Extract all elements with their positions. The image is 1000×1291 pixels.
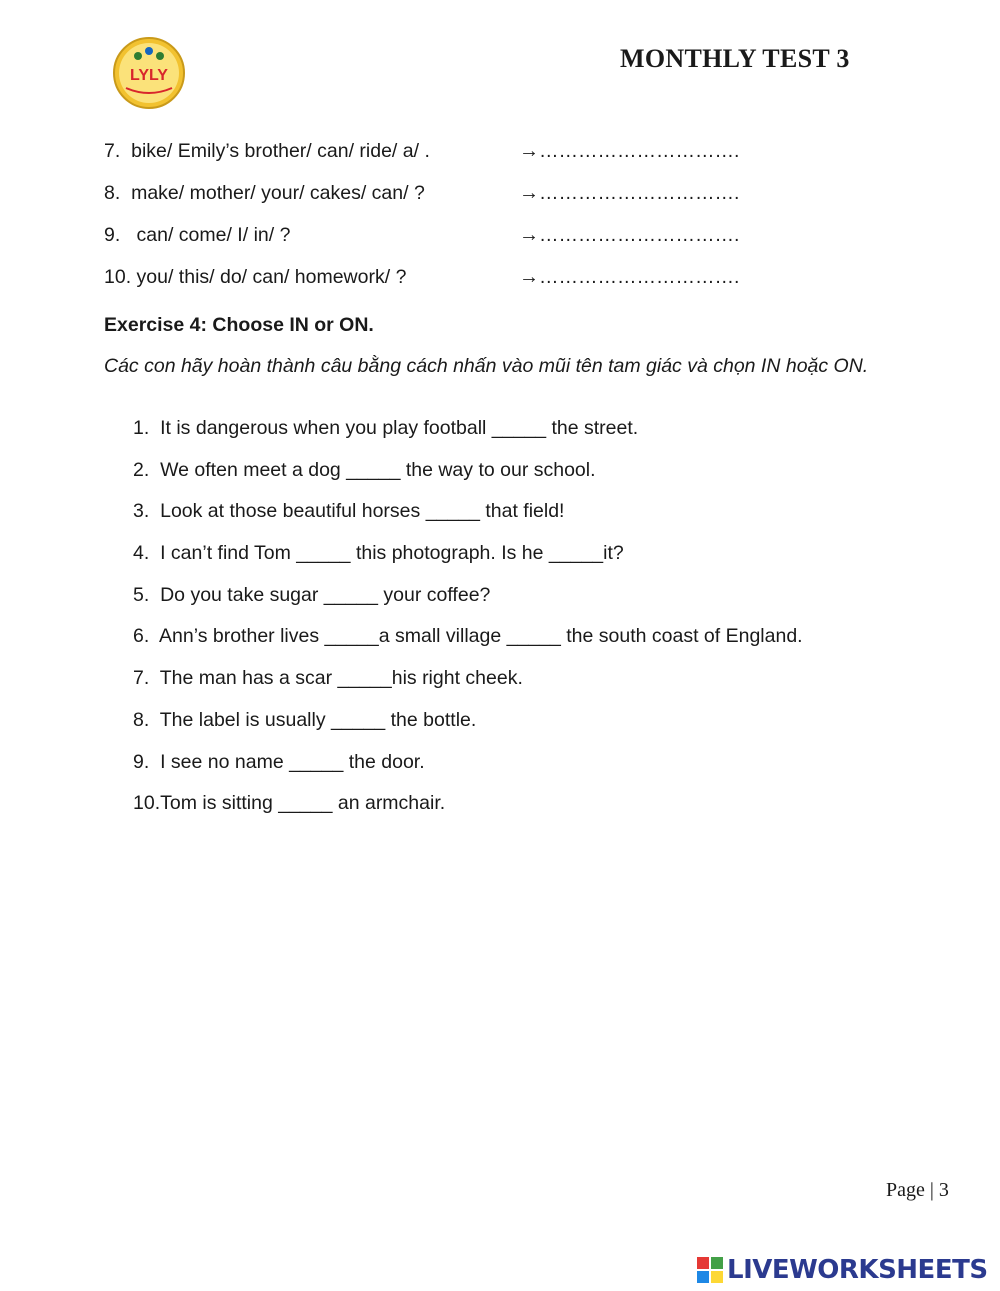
list-item	[104, 137, 824, 179]
liveworksheets-brand[interactable]	[697, 1255, 988, 1285]
question-item[interactable]: 2. We often meet a dog _____ the way to our school.	[133, 458, 596, 481]
rearrange-prompt: 7. bike/ Emily’s brother/ can/ ride/ a/ .	[104, 140, 430, 162]
list-item	[104, 263, 824, 305]
answer-dots: ………………………….	[539, 182, 740, 204]
question-item[interactable]: 3. Look at those beautiful horses _____ that field!	[133, 500, 565, 523]
exercise-heading: Exercise 4: Choose IN or ON.	[104, 314, 374, 336]
list-item	[104, 221, 824, 263]
question-item[interactable]: 7. The man has a scar _____his right cheek.	[133, 667, 523, 690]
page-number: Page | 3	[886, 1179, 949, 1201]
answer-dots: ………………………….	[539, 224, 740, 246]
question-item[interactable]: 4. I can’t find Tom _____ this photograph. Is he _____it?	[133, 542, 624, 565]
rearrange-prompt: 9. can/ come/ I/ in/ ?	[104, 224, 291, 246]
question-item[interactable]: 1. It is dangerous when you play football _____ the street.	[133, 417, 639, 439]
right-arrow-icon: →	[519, 182, 539, 204]
answer-blank[interactable]	[519, 263, 739, 291]
brand-text: LIVEWORKSHEETS	[727, 1255, 988, 1285]
page-title: MONTHLY TEST 3	[620, 44, 850, 73]
question-item[interactable]: 5. Do you take sugar _____ your coffee?	[133, 583, 491, 606]
answer-blank[interactable]	[519, 137, 739, 165]
rearrange-prompt: 8. make/ mother/ your/ cakes/ can/ ?	[104, 182, 425, 204]
list-item	[104, 179, 824, 221]
school-logo	[112, 36, 186, 110]
right-arrow-icon: →	[519, 140, 539, 162]
logo-text: LYLY	[130, 67, 168, 84]
right-arrow-icon: →	[519, 266, 539, 288]
rearrange-list	[104, 137, 824, 305]
answer-blank[interactable]	[519, 179, 739, 207]
rearrange-prompt: 10. you/ this/ do/ can/ homework/ ?	[104, 266, 407, 288]
liveworksheets-icon	[697, 1257, 723, 1283]
answer-blank[interactable]	[519, 221, 739, 249]
question-item[interactable]: 8. The label is usually _____ the bottle.	[133, 708, 477, 731]
answer-dots: ………………………….	[539, 140, 740, 162]
question-item[interactable]: 9. I see no name _____ the door.	[133, 750, 425, 773]
question-item[interactable]: 10.Tom is sitting _____ an armchair.	[133, 792, 446, 815]
question-item[interactable]: 6. Ann’s brother lives _____a small village _____ the south coast of England.	[133, 625, 803, 648]
right-arrow-icon: →	[519, 224, 539, 246]
question-list	[133, 414, 933, 831]
exercise-instruction: Các con hãy hoàn thành câu bằng cách nhấn vào mũi tên tam giác và chọn IN hoặc ON.	[104, 355, 869, 377]
answer-dots: ………………………….	[539, 266, 740, 288]
